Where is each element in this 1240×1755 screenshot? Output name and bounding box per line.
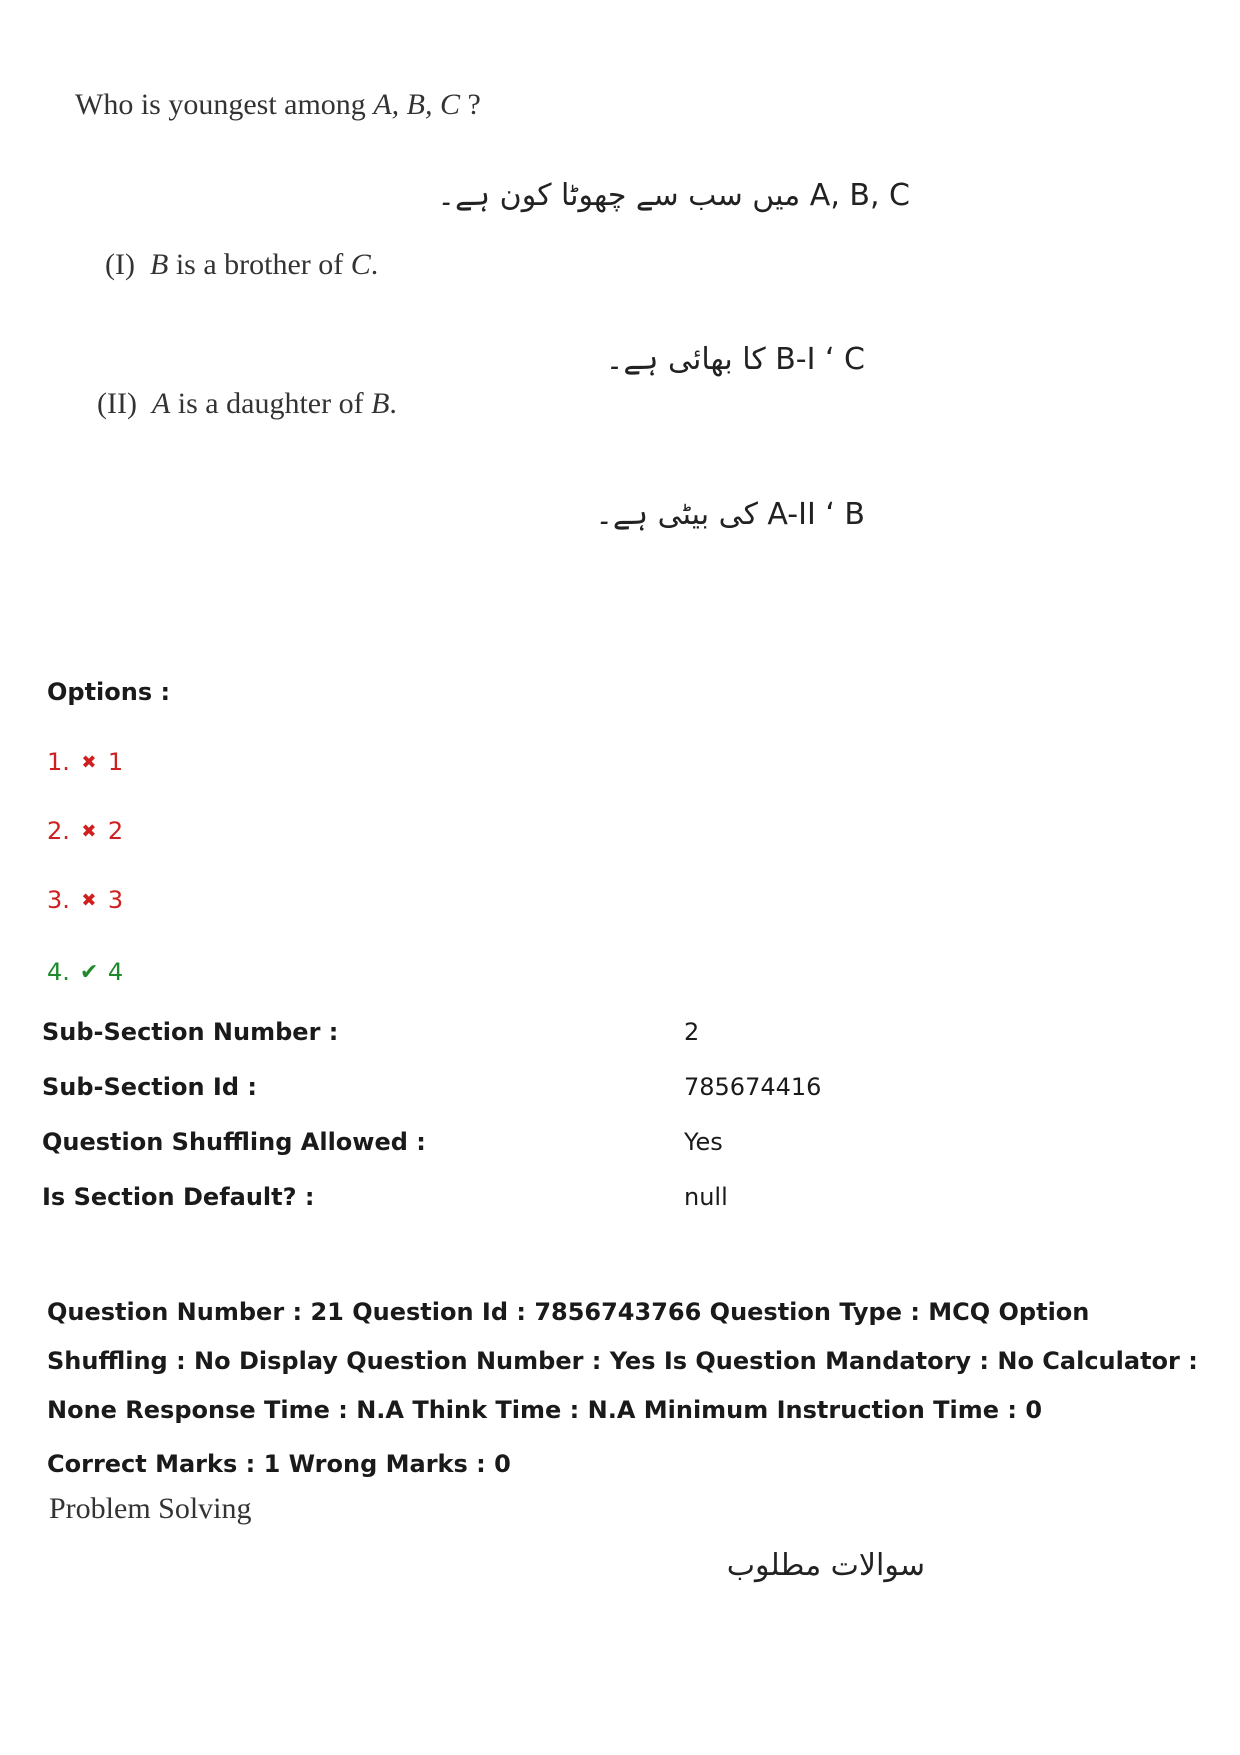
option-2-number: 2.: [47, 817, 70, 845]
option-1: [47, 748, 123, 776]
statement-1-mid: is a brother of: [168, 248, 351, 281]
cross-icon: ✖: [81, 751, 97, 773]
option-2: [47, 817, 123, 845]
marks-info: Correct Marks : 1 Wrong Marks : 0: [47, 1450, 511, 1478]
option-2-text: 2: [107, 817, 124, 845]
statement-1-var2: C: [350, 248, 371, 281]
question-suffix: ?: [459, 88, 481, 121]
option-3-text: 3: [107, 886, 124, 914]
statement-1-urdu: B-I ‘ C کا بھائی ہے۔: [605, 342, 865, 377]
statement-1-end: .: [370, 248, 379, 281]
option-1-number: 1.: [47, 748, 70, 776]
statement-2-var2: B: [371, 387, 390, 420]
option-3-number: 3.: [47, 886, 70, 914]
option-1-text: 1: [107, 748, 124, 776]
question-meta: Question Number : 21 Question Id : 7856743766 Question Type : MCQ Option Shuffling : No Display Question Number : Yes Is Question Mandatory : No Calculator : None Response Time : N.A Think Time : N.A Minimum Instruction Time : 0: [47, 1298, 1198, 1424]
section-default-value: null: [684, 1183, 728, 1211]
next-question-title: Problem Solving: [49, 1492, 252, 1525]
option-4: [47, 958, 123, 986]
statement-2: [97, 387, 397, 421]
statement-1-number: (I): [105, 248, 135, 281]
question-shuffling-label: Question Shuffling Allowed :: [42, 1128, 426, 1156]
option-3: [47, 886, 123, 914]
question-prefix: Who is youngest among: [75, 88, 374, 121]
statement-1: [105, 248, 378, 282]
question-text: [75, 88, 481, 122]
subsection-number-value: 2: [684, 1018, 700, 1046]
check-icon: ✔: [79, 959, 99, 985]
subsection-id-value: 785674416: [684, 1073, 822, 1101]
statement-2-var1: A: [151, 387, 171, 420]
section-default-label: Is Section Default? :: [42, 1183, 315, 1211]
option-4-text: 4: [107, 958, 124, 986]
subsection-id-label: Sub-Section Id :: [42, 1073, 257, 1101]
question-urdu: A, B, C میں سب سے چھوٹا کون ہے۔: [437, 178, 910, 213]
cross-icon: ✖: [81, 889, 97, 911]
question-shuffling-value: Yes: [684, 1128, 723, 1156]
options-label: Options :: [47, 678, 171, 706]
option-4-number: 4.: [47, 958, 70, 986]
statement-2-end: .: [389, 387, 397, 420]
question-vars: A, B, C: [373, 88, 460, 121]
cross-icon: ✖: [81, 820, 97, 842]
statement-2-urdu: A-II ‘ B کی بیٹی ہے۔: [595, 497, 865, 532]
next-question-title-urdu: سوالات مطلوب: [726, 1548, 925, 1583]
statement-2-number: (II): [97, 387, 137, 420]
statement-2-mid: is a daughter of: [170, 387, 372, 420]
subsection-number-label: Sub-Section Number :: [42, 1018, 339, 1046]
statement-1-var1: B: [149, 248, 169, 281]
